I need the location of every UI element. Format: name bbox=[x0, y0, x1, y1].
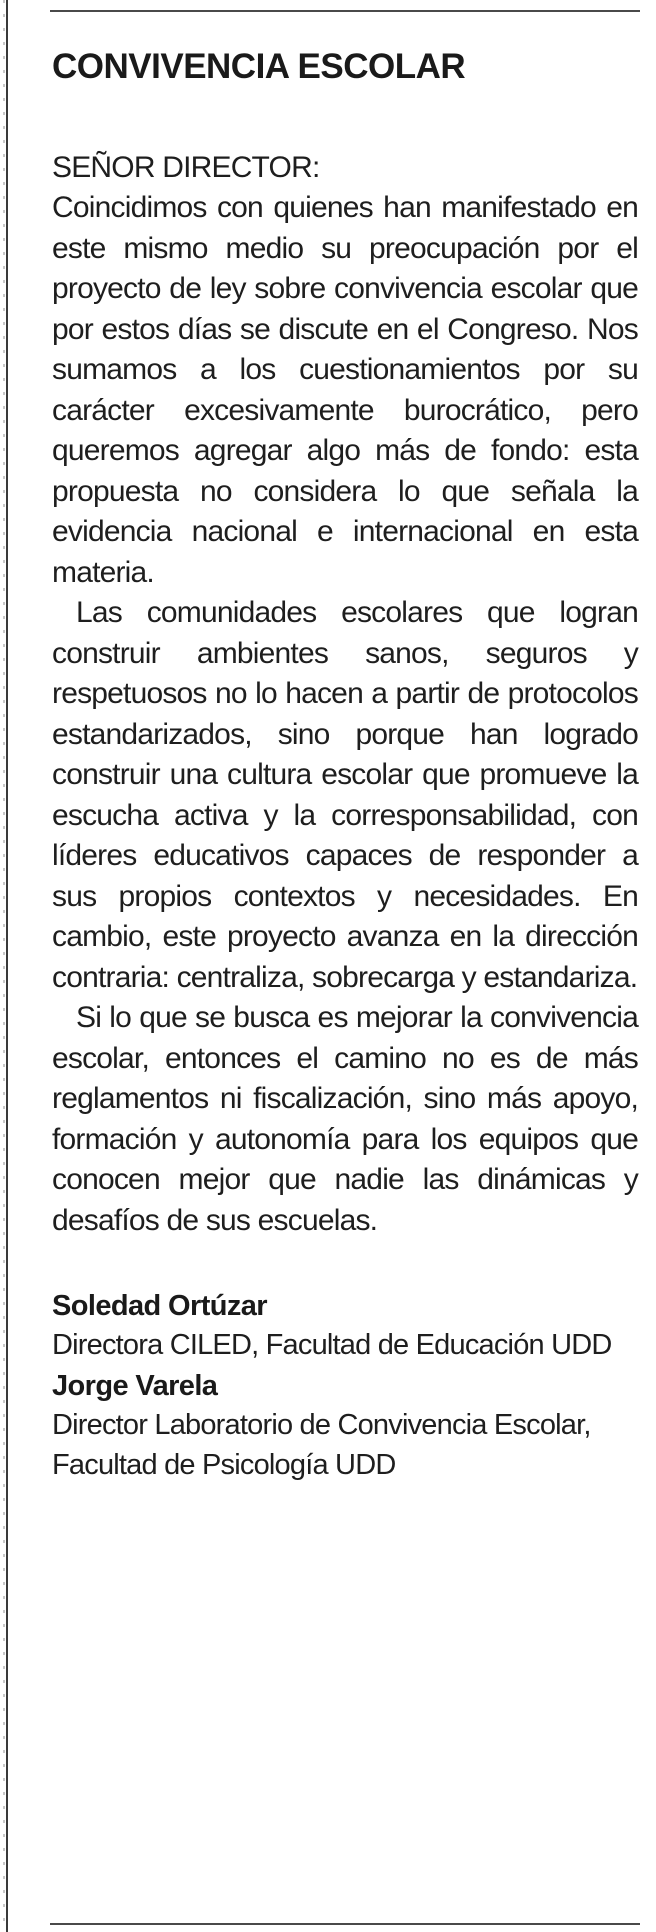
signer-name: Jorge Varela bbox=[52, 1370, 218, 1402]
paragraph-1: Coincidimos con quienes han manifestado en este mismo medio su preocupación por el proyecto de ley sobre convivencia escolar que por estos días se discute en el Congreso. Nos sumamos a los cuestionamientos por su carácter excesivamente burocrático, pero queremos agregar algo más de fondo: esta propuesta no considera lo que señala la evidencia nacional e internacional en esta materia. bbox=[52, 191, 638, 589]
column-edge-marks bbox=[3, 0, 5, 1932]
paragraph-2: Las comunidades escolares que logran construir ambientes sanos, seguros y respetuosos no lo hacen a partir de protocolos estandarizados, sino porque han logrado construir una cultura escolar que promueve la escucha activa y la corresponsabilidad, con líderes educativos capaces de responder a sus propios contextos y necesidades. En cambio, este proyecto avanza en la dirección contraria: centraliza, sobrecarga y estandariza. bbox=[52, 596, 638, 994]
signer-role: Directora CILED, Facultad de Educación UDD bbox=[52, 1329, 612, 1361]
signer-name: Soledad Ortúzar bbox=[52, 1290, 267, 1322]
paragraph-3: Si lo que se busca es mejorar la convivencia escolar, entonces el camino no es de más reglamentos ni fiscalización, sino más apoyo, formación y autonomía para los equipos que conocen mejor que nadie las dinámicas y desafíos de sus escuelas. bbox=[52, 1001, 638, 1237]
letter-article bbox=[52, 44, 638, 1487]
signer-role: Director Laboratorio de Convivencia Escolar, Facultad de Psicología UDD bbox=[52, 1409, 591, 1481]
top-divider bbox=[50, 10, 640, 12]
signatures bbox=[52, 1287, 638, 1485]
headline: CONVIVENCIA ESCOLAR bbox=[52, 47, 466, 86]
salutation: SEÑOR DIRECTOR: bbox=[52, 151, 320, 184]
bottom-divider bbox=[50, 1923, 640, 1925]
column-divider bbox=[6, 0, 8, 1932]
signature-block bbox=[52, 1367, 638, 1485]
letter-body bbox=[52, 188, 638, 1241]
signature-block bbox=[52, 1287, 638, 1365]
